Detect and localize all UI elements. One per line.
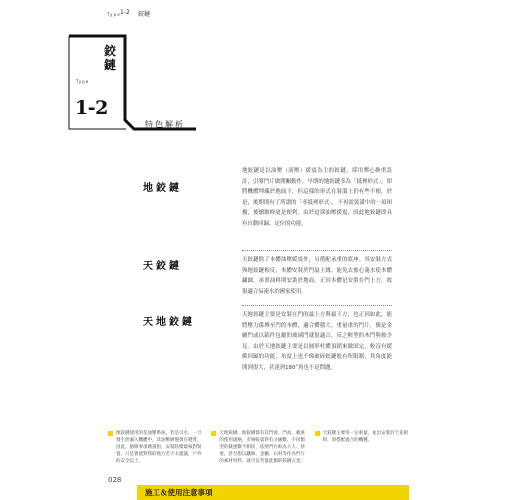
header-number: 1-2 xyxy=(120,9,130,16)
note-text: 天鉸鏈主要用一定重量，並出安裝於天花板時，須搭配適合的機種。 xyxy=(322,431,409,443)
section-caption: 特色解析 xyxy=(145,120,185,129)
term-top-hinge: 天鉸鏈 xyxy=(143,261,182,272)
note-text: 天地鉸鏈、地鉸鏈都有其門寬、門高、載重的使用規格，市場較靠得有分級數，不同類型的載重數不相同，依照門片較為大人、厚重，甚至想以鐵絲、金屬、石材等作為門片的素材材料，就可以考量此類的鉸鏈五金。 xyxy=(219,431,305,464)
notes-row xyxy=(108,430,412,465)
header-type-label: Type xyxy=(107,12,121,17)
section-title: 鉸鏈 xyxy=(104,44,117,72)
footer-title: 施工＆使用注意事項 xyxy=(145,488,213,497)
section-type-label: Type xyxy=(76,79,90,84)
term-pivot-hinge: 天地鉸鏈 xyxy=(143,317,195,328)
desc-floor-hinge: 地鉸鏈是以油壓（液壓）緩震為主的鉸鏈，採用彈心換重設計，引導門片做開關動作。早期的地鉸鏈多為「抵裡形式」，即將機體埋藏於地面下，但這樣的形式在裝潢上仍有些不便，於是，後期則有了所謂的「非抵裡形式」，不再需裝潢中的一項困擾，後續維修更是便利。由於是採油壓緩震，因此地鉸鏈即具有自動回歸、定位的功能。 xyxy=(242,168,392,227)
note-item xyxy=(108,430,205,465)
term-floor-hinge: 地鉸鏈 xyxy=(143,183,182,194)
note-item xyxy=(211,430,308,465)
section-number: 1-2 xyxy=(75,97,108,119)
note-marker-icon xyxy=(315,431,320,436)
header-subtitle: 鉸鏈 xyxy=(138,11,151,18)
desc-top-hinge: 天鉸鏈除了本體油壓緩震外，另搭配承重的底座。其安裝方式與地鉸鏈相反，本體安裝於門扇上緣，能免去擔心淹水使本體鏽蝕，承重油料則安裝於地面。正因本體是安裝在門上方，故很適合易淹水的國家使用。 xyxy=(242,257,392,295)
item-separator xyxy=(242,250,392,251)
desc-pivot-hinge: 天地鉸鏈主要是安裝在門的最上方與最下方，也正因如此，能將壓力係傳至門的本體，適合體積大、重量重的門片，像是金屬門或以鋁件包覆的玻璃門就很適合，反之輕型的木門與較少見。由於天地鉸鏈主要是以圓形柱體頂銷來做固定，較沒有緩衝回歸的功能，角度上也不像破碎鉸鏈般有所限制，其角度能開到很大，甚達到180˚角也不是問題。 xyxy=(242,312,392,371)
note-marker-icon xyxy=(211,431,216,436)
page-number: 028 xyxy=(108,476,122,484)
note-item xyxy=(315,430,412,465)
note-marker-icon xyxy=(108,431,113,436)
note-text: 地鉸鏈使用的是油壓系統，若是引水，一旦發生泄漏入機體中，其油壓緩慢會有變質，因此，搶修事項總說指，安裝陸續最核對裝置，只是會使對我的地方若不太建議，戶外的安全以上。 xyxy=(116,431,202,464)
item-separator xyxy=(242,305,392,306)
